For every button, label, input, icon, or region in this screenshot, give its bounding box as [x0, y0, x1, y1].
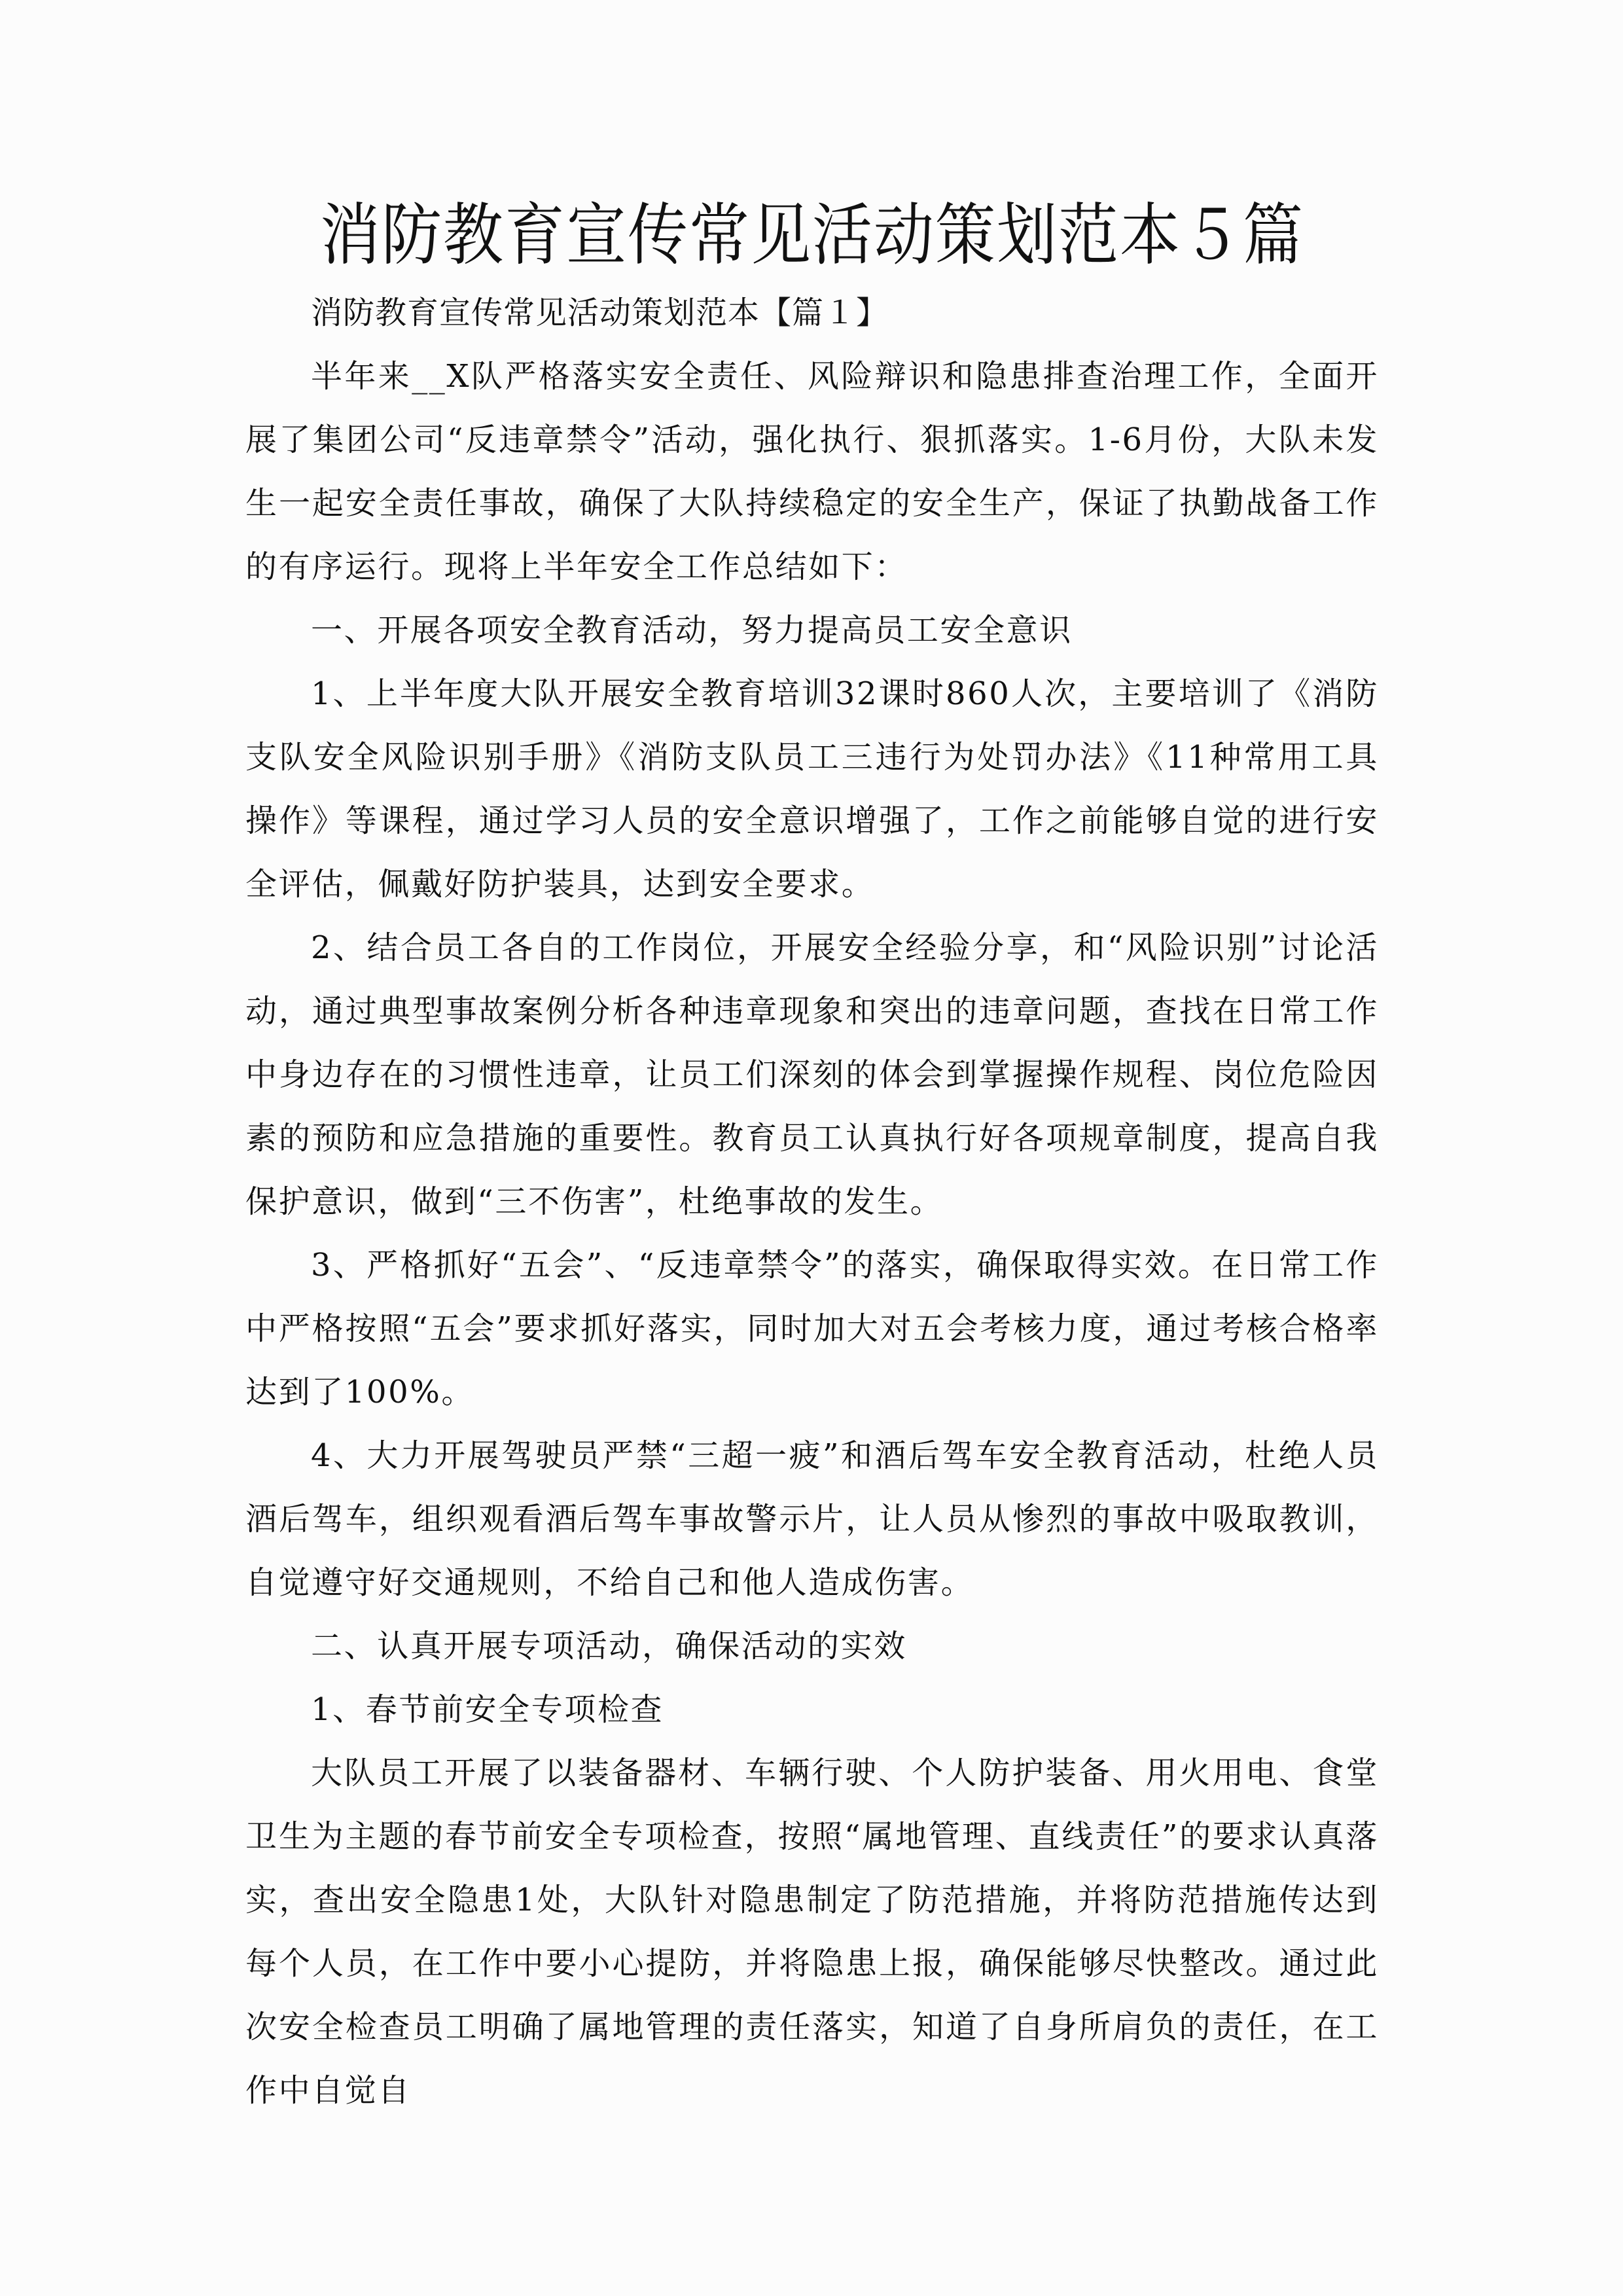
- paragraph-item-4: 4、大力开展驾驶员严禁“三超一疲”和酒后驾车安全教育活动，杜绝人员酒后驾车，组织观看酒后驾车事故警示片，让人员从惨烈的事故中吸取教训，自觉遵守好交通规则，不给自己和他人造成伤害。: [245, 1437, 1379, 1601]
- intro-paragraph: 半年来__X队严格落实安全责任、风险辩识和隐患排查治理工作，全面开展了集团公司“反违章禁令”活动，强化执行、狠抓落实。1-6月份，大队未发生一起安全责任事故，确保了大队持续稳定的安全生产，保证了执勤战备工作的有序运行。现将上半年安全工作总结如下：: [245, 358, 1379, 585]
- paragraph-item-3: 3、严格抓好“五会”、“反违章禁令”的落实，确保取得实效。在日常工作中严格按照“五会”要求抓好落实，同时加大对五会考核力度，通过考核合格率达到了100%。: [245, 1247, 1379, 1410]
- paragraph-item-2: 2、结合员工各自的工作岗位，开展安全经验分享，和“风险识别”讨论活动，通过典型事故案例分析各种违章现象和突出的违章问题，查找在日常工作中身边存在的习惯性违章，让员工们深刻的体会到掌握操作规程、岗位危险因素的预防和应急措施的重要性。教育员工认真执行好各项规章制度，提高自我保护意识，做到“三不伤害”，杜绝事故的发生。: [245, 929, 1379, 1220]
- paragraph-item-1: 1、上半年度大队开展安全教育培训32课时860人次，主要培训了《消防支队安全风险识别手册》《消防支队员工三违行为处罚办法》《11种常用工具操作》等课程，通过学习人员的安全意识增强了，工作之前能够自觉的进行安全评估，佩戴好防护装具，达到安全要求。: [245, 675, 1379, 903]
- paragraph-spring-check: 大队员工开展了以装备器材、车辆行驶、个人防护装备、用火用电、食堂卫生为主题的春节前安全专项检查，按照“属地管理、直线责任”的要求认真落实，查出安全隐患1处，大队针对隐患制定了防范措施，并将防范措施传达到每个人员，在工作中要小心提防，并将隐患上报，确保能够尽快整改。通过此次安全检查员工明确了属地管理的责任落实，知道了自身所肩负的责任，在工作中自觉自: [245, 1755, 1379, 2109]
- section-heading-2: 二、认真开展专项活动，确保活动的实效: [311, 1628, 907, 1664]
- section-subtitle: 消防教育宣传常见活动策划范本【篇１】: [311, 295, 889, 331]
- section-heading-1: 一、开展各项安全教育活动，努力提高员工安全意识: [311, 612, 1073, 649]
- subsection-heading-1: 1、春节前安全专项检查: [311, 1691, 664, 1728]
- document-title: 消防教育宣传常见活动策划范本５篇: [319, 196, 1304, 275]
- document-page: [245, 190, 1379, 2123]
